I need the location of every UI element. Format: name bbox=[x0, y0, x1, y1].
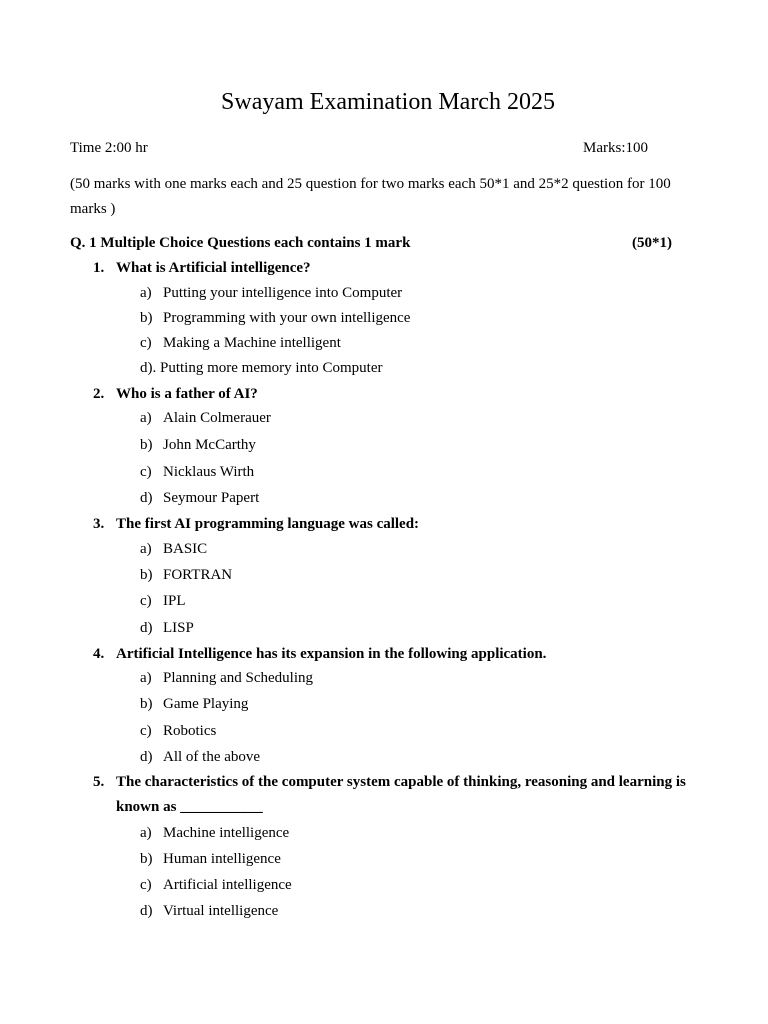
page-title: Swayam Examination March 2025 bbox=[221, 89, 555, 115]
option-text: Making a Machine intelligent bbox=[163, 335, 341, 351]
option-label: c) bbox=[140, 335, 152, 351]
option-label: c) bbox=[140, 464, 152, 480]
option-text: Virtual intelligence bbox=[163, 903, 279, 919]
option-item bbox=[140, 357, 700, 379]
option-item bbox=[140, 617, 700, 639]
option-text: Nicklaus Wirth bbox=[163, 464, 255, 480]
option-item bbox=[140, 282, 700, 304]
option-label: c) bbox=[140, 877, 152, 893]
option-item bbox=[140, 874, 700, 896]
option-label: a) bbox=[140, 541, 152, 557]
option-item bbox=[140, 332, 700, 354]
option-label: b) bbox=[140, 696, 153, 712]
question-text: What is Artificial intelligence? bbox=[116, 260, 311, 276]
option-text: Game Playing bbox=[163, 696, 249, 712]
option-label: b) bbox=[140, 310, 153, 326]
question-1 bbox=[93, 256, 703, 281]
option-text: Machine intelligence bbox=[163, 825, 290, 841]
option-label: c) bbox=[140, 723, 152, 739]
question-number: 1. bbox=[93, 260, 105, 276]
option-item bbox=[140, 693, 700, 715]
option-label: c) bbox=[140, 593, 152, 609]
question-3 bbox=[93, 512, 703, 537]
option-item bbox=[140, 461, 700, 483]
question-text: The first AI programming language was called: bbox=[116, 516, 420, 532]
option-text: John McCarthy bbox=[163, 437, 256, 453]
option-text: Robotics bbox=[163, 723, 217, 739]
option-text: LISP bbox=[163, 620, 194, 636]
question-number: 3. bbox=[93, 516, 105, 532]
question-5 bbox=[93, 770, 703, 820]
option-label: b) bbox=[140, 851, 153, 867]
question-4 bbox=[93, 642, 703, 667]
option-item bbox=[140, 667, 700, 689]
question-number: 2. bbox=[93, 386, 105, 402]
option-text: Alain Colmerauer bbox=[163, 410, 271, 426]
option-label: a) bbox=[140, 285, 152, 301]
marking-note: (50 marks with one marks each and 25 question for two marks each 50*1 and 25*2 question for 100 marks ) bbox=[70, 176, 671, 217]
option-text: Programming with your own intelligence bbox=[163, 310, 411, 326]
question-number: 4. bbox=[93, 646, 105, 662]
option-label: b) bbox=[140, 437, 153, 453]
option-item bbox=[140, 487, 700, 509]
option-text: Human intelligence bbox=[163, 851, 281, 867]
option-item bbox=[140, 434, 700, 456]
option-text: d). Putting more memory into Computer bbox=[140, 360, 383, 376]
exam-meta-row bbox=[70, 137, 648, 159]
option-text: Planning and Scheduling bbox=[163, 670, 313, 686]
exam-time: Time 2:00 hr bbox=[70, 140, 148, 156]
option-item bbox=[140, 900, 700, 922]
option-item bbox=[140, 407, 700, 429]
option-item bbox=[140, 746, 700, 768]
option-label: b) bbox=[140, 567, 153, 583]
option-item bbox=[140, 720, 700, 742]
option-item bbox=[140, 538, 700, 560]
option-text: IPL bbox=[163, 593, 186, 609]
option-label: a) bbox=[140, 670, 152, 686]
option-text: BASIC bbox=[163, 541, 208, 557]
option-item bbox=[140, 564, 700, 586]
option-text: Putting your intelligence into Computer bbox=[163, 285, 403, 301]
option-text: FORTRAN bbox=[163, 567, 233, 583]
option-label: d) bbox=[140, 620, 153, 636]
option-label: d) bbox=[140, 490, 153, 506]
section-header bbox=[70, 232, 672, 254]
option-text: Seymour Papert bbox=[163, 490, 260, 506]
option-item bbox=[140, 590, 700, 612]
option-item bbox=[140, 848, 700, 870]
option-item bbox=[140, 307, 700, 329]
option-label: a) bbox=[140, 825, 152, 841]
section-marks: (50*1) bbox=[632, 235, 672, 251]
option-label: a) bbox=[140, 410, 152, 426]
option-text: Artificial intelligence bbox=[163, 877, 292, 893]
exam-total-marks: Marks:100 bbox=[583, 140, 648, 156]
option-label: d) bbox=[140, 749, 153, 765]
option-label: d) bbox=[140, 903, 153, 919]
question-text: The characteristics of the computer system capable of thinking, reasoning and learning is known as ___________ bbox=[116, 774, 686, 815]
section-title: Q. 1 Multiple Choice Questions each contains 1 mark bbox=[70, 235, 411, 251]
option-text: All of the above bbox=[163, 749, 261, 765]
question-text: Artificial Intelligence has its expansion in the following application. bbox=[116, 646, 547, 662]
option-item bbox=[140, 822, 700, 844]
question-text: Who is a father of AI? bbox=[116, 386, 258, 402]
question-2 bbox=[93, 382, 703, 407]
question-number: 5. bbox=[93, 774, 105, 790]
